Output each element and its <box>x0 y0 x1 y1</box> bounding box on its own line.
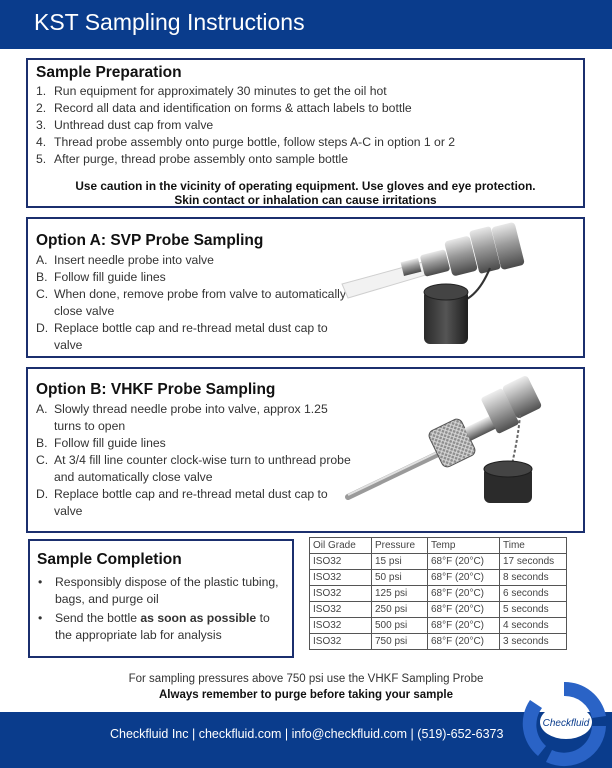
table-header-row <box>310 538 567 554</box>
checkfluid-logo <box>516 676 612 768</box>
vhkf-probe-illustration <box>344 371 584 529</box>
option-b-step: A. Slowly thread needle probe into valve, approx 1.25 turns to open <box>36 402 328 433</box>
contact-info: Checkfluid Inc | checkfluid.com | info@checkfluid.com | (519)-652-6373 <box>110 727 504 741</box>
column-header: Time <box>500 538 567 554</box>
emphasis-text: as soon as possible <box>140 611 257 625</box>
completion-steps <box>37 574 287 644</box>
caution-line: Skin contact or inhalation can cause irritations <box>174 193 437 207</box>
page-title: KST Sampling Instructions <box>34 9 305 35</box>
svp-probe-illustration <box>340 222 584 354</box>
sample-preparation-title: Sample Preparation <box>36 64 182 81</box>
table-row: ISO32 15 psi 68°F (20°C) 17 seconds <box>310 554 567 570</box>
table-row: ISO32 500 psi 68°F (20°C) 4 seconds <box>310 618 567 634</box>
page-header <box>0 0 612 49</box>
sample-completion-title: Sample Completion <box>37 551 182 568</box>
option-a-step: B. Follow fill guide lines <box>36 270 166 284</box>
logo-text: Checkfluid <box>542 718 590 729</box>
safety-caution <box>28 179 583 207</box>
caution-line: Use caution in the vicinity of operating equipment. Use gloves and eye protection. <box>75 179 536 193</box>
preparation-step: 2. Record all data and identification on forms & attach labels to bottle <box>36 101 412 115</box>
preparation-step: 1. Run equipment for approximately 30 minutes to get the oil hot <box>36 84 387 98</box>
option-a-steps <box>36 252 356 354</box>
preparation-step: 5. After purge, thread probe assembly onto sample bottle <box>36 152 349 166</box>
table-row: ISO32 750 psi 68°F (20°C) 3 seconds <box>310 634 567 650</box>
column-header: Oil Grade <box>310 538 372 554</box>
table-row: ISO32 250 psi 68°F (20°C) 5 seconds <box>310 602 567 618</box>
column-header: Temp <box>428 538 500 554</box>
purge-reminder: Always remember to purge before taking your sample <box>159 689 453 701</box>
option-b-title: Option B: VHKF Probe Sampling <box>36 381 276 398</box>
completion-step: • Responsibly dispose of the plastic tubing, bags, and purge oil <box>38 575 279 606</box>
column-header: Pressure <box>372 538 428 554</box>
preparation-step: 3. Unthread dust cap from valve <box>36 118 214 132</box>
preparation-steps <box>36 83 576 168</box>
completion-step: • Send the bottle as soon as possible to the appropriate lab for analysis <box>38 611 270 642</box>
option-a-step: D. Replace bottle cap and re-thread metal dust cap to valve <box>36 321 328 352</box>
option-b-step: D. Replace bottle cap and re-thread metal dust cap to valve <box>36 487 328 518</box>
sample-preparation-section <box>26 58 585 208</box>
purge-time-table <box>309 537 567 650</box>
preparation-step: 4. Thread probe assembly onto purge bottle, follow steps A-C in option 1 or 2 <box>36 135 456 149</box>
option-b-step: C. At 3/4 fill line counter clock-wise turn to unthread probe and automatically close valve <box>36 453 351 484</box>
table-row: ISO32 125 psi 68°F (20°C) 6 seconds <box>310 586 567 602</box>
sample-completion-section <box>28 539 294 658</box>
option-a-step: C. When done, remove probe from valve to automatically close valve <box>36 287 346 318</box>
table-row: ISO32 50 psi 68°F (20°C) 8 seconds <box>310 570 567 586</box>
high-pressure-note: For sampling pressures above 750 psi use the VHKF Sampling Probe <box>128 673 484 685</box>
option-b-step: B. Follow fill guide lines <box>36 436 166 450</box>
option-a-step: A. Insert needle probe into valve <box>36 253 214 267</box>
option-a-title: Option A: SVP Probe Sampling <box>36 232 264 249</box>
option-b-steps <box>36 401 356 520</box>
